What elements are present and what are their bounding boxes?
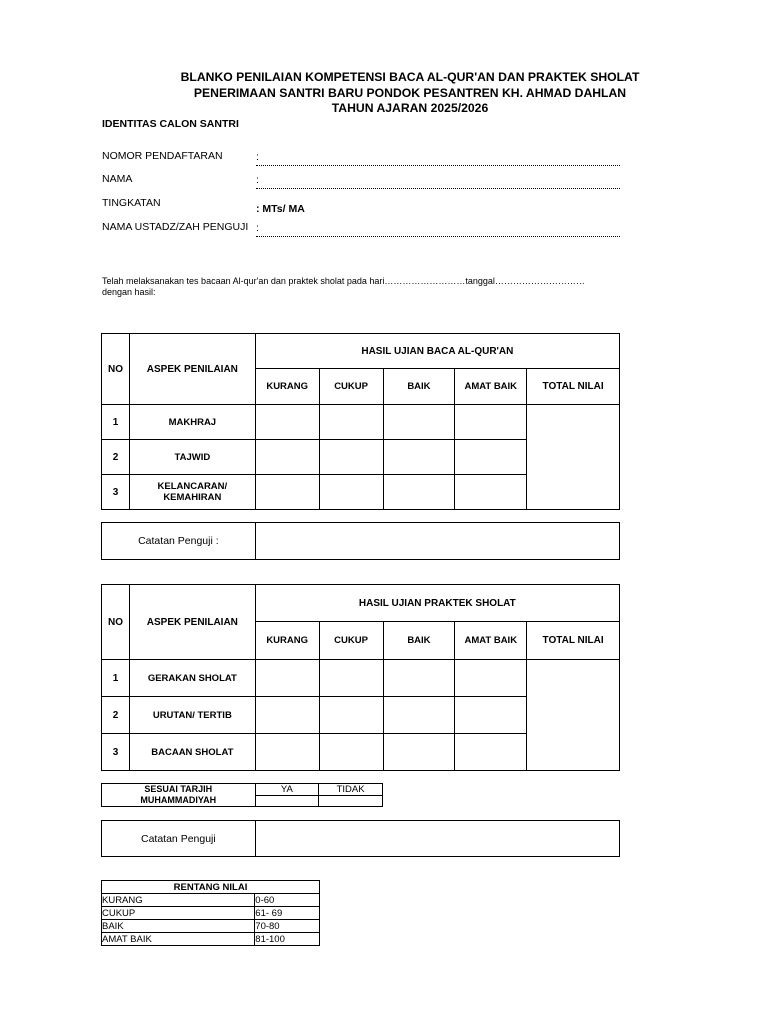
col-aspek: ASPEK PENILAIAN [129, 585, 255, 660]
quran-header: HASIL UJIAN BACA AL-QUR'AN [255, 334, 619, 369]
title-line-3: TAHUN AJARAN 2025/2026 [331, 101, 489, 115]
row-no: 3 [102, 475, 130, 510]
sholat-score-table [101, 584, 620, 771]
score-cell[interactable] [383, 734, 455, 771]
statement-line-2: dengan hasil: [102, 287, 156, 297]
quran-catatan-label: Catatan Penguji : [102, 523, 256, 560]
col-baik: BAIK [383, 622, 455, 660]
score-cell[interactable] [319, 475, 383, 510]
table-row [102, 907, 320, 920]
total-cell[interactable] [527, 405, 620, 510]
col-kurang: KURANG [255, 622, 319, 660]
rentang-label: BAIK [102, 920, 255, 933]
score-cell[interactable] [383, 697, 455, 734]
row-no: 1 [102, 405, 130, 440]
rentang-label: KURANG [102, 894, 255, 907]
tarjih-label-line-1: SESUAI TARJIH [144, 784, 213, 794]
score-cell[interactable] [383, 475, 455, 510]
row-aspek: MAKHRAJ [129, 405, 255, 440]
row-aspek-line-1: KELANCARAN/ [157, 481, 228, 492]
score-cell[interactable] [319, 660, 383, 697]
tarjih-tidak-label: TIDAK [319, 784, 383, 796]
score-cell[interactable] [255, 475, 319, 510]
nama-label: NAMA [102, 173, 133, 185]
form-title [100, 70, 720, 117]
statement-text [102, 276, 622, 298]
score-cell[interactable] [383, 405, 455, 440]
score-cell[interactable] [319, 734, 383, 771]
score-cell[interactable] [319, 405, 383, 440]
row-no: 2 [102, 440, 130, 475]
col-no: NO [102, 334, 130, 405]
sholat-catatan-table [101, 820, 620, 857]
rentang-title: RENTANG NILAI [102, 881, 320, 894]
col-kurang: KURANG [255, 369, 319, 405]
sholat-header: HASIL UJIAN PRAKTEK SHOLAT [255, 585, 619, 622]
table-row [102, 894, 320, 907]
tarjih-ya-field[interactable] [255, 796, 319, 807]
row-no: 2 [102, 697, 130, 734]
row-aspek: TAJWID [129, 440, 255, 475]
score-cell[interactable] [383, 660, 455, 697]
col-baik: BAIK [383, 369, 455, 405]
sholat-catatan-field[interactable] [255, 821, 619, 857]
col-aspek: ASPEK PENILAIAN [129, 334, 255, 405]
rentang-range: 81-100 [255, 933, 320, 946]
quran-score-table [101, 333, 620, 510]
penguji-field[interactable]: : [256, 222, 620, 237]
col-cukup: CUKUP [319, 622, 383, 660]
table-row [102, 405, 620, 440]
nomor-pendaftaran-field[interactable]: : [256, 151, 620, 166]
rentang-range: 0-60 [255, 894, 320, 907]
score-cell[interactable] [455, 697, 527, 734]
col-no: NO [102, 585, 130, 660]
rentang-range: 70-80 [255, 920, 320, 933]
quran-catatan-table [101, 522, 620, 560]
score-cell[interactable] [455, 660, 527, 697]
tarjih-tidak-field[interactable] [319, 796, 383, 807]
col-amat-baik: AMAT BAIK [455, 622, 527, 660]
row-aspek-line-2: KEMAHIRAN [163, 492, 222, 503]
rentang-range: 61- 69 [255, 907, 320, 920]
tarjih-label [102, 784, 256, 807]
tarjih-table [101, 783, 383, 807]
row-aspek: URUTAN/ TERTIB [129, 697, 255, 734]
tarjih-ya-label: YA [255, 784, 319, 796]
nomor-pendaftaran-label: NOMOR PENDAFTARAN [102, 150, 223, 162]
tingkatan-value: : MTs/ MA [256, 203, 305, 215]
col-amat-baik: AMAT BAIK [455, 369, 527, 405]
table-row [102, 660, 620, 697]
score-cell[interactable] [319, 697, 383, 734]
statement-line-1: Telah melaksanakan tes bacaan Al-qur'an dan praktek sholat pada hari………………………tanggal………………………… [102, 276, 585, 286]
score-cell[interactable] [255, 405, 319, 440]
identitas-heading: IDENTITAS CALON SANTRI [102, 118, 239, 130]
score-cell[interactable] [455, 734, 527, 771]
score-cell[interactable] [255, 440, 319, 475]
score-cell[interactable] [255, 697, 319, 734]
score-cell[interactable] [255, 734, 319, 771]
score-cell[interactable] [455, 475, 527, 510]
tarjih-label-line-2: MUHAMMADIYAH [140, 795, 217, 805]
score-cell[interactable] [383, 440, 455, 475]
score-cell[interactable] [255, 660, 319, 697]
col-cukup: CUKUP [319, 369, 383, 405]
score-cell[interactable] [319, 440, 383, 475]
row-aspek: GERAKAN SHOLAT [129, 660, 255, 697]
rentang-label: AMAT BAIK [102, 933, 255, 946]
score-cell[interactable] [455, 405, 527, 440]
tingkatan-label: TINGKATAN [102, 197, 161, 209]
nama-field[interactable]: : [256, 174, 620, 189]
score-cell[interactable] [455, 440, 527, 475]
row-no: 1 [102, 660, 130, 697]
table-row [102, 920, 320, 933]
title-line-2: PENERIMAAN SANTRI BARU PONDOK PESANTREN KH. AHMAD DAHLAN [193, 85, 627, 100]
penguji-label: NAMA USTADZ/ZAH PENGUJI [102, 221, 249, 233]
col-total: TOTAL NILAI [527, 622, 620, 660]
row-aspek: BACAAN SHOLAT [129, 734, 255, 771]
sholat-catatan-label: Catatan Penguji [102, 821, 256, 857]
col-total: TOTAL NILAI [527, 369, 620, 405]
rentang-label: CUKUP [102, 907, 255, 920]
quran-catatan-field[interactable] [255, 523, 619, 560]
title-line-1: BLANKO PENILAIAN KOMPETENSI BACA AL-QUR'AN DAN PRAKTEK SHOLAT [180, 70, 640, 84]
row-aspek [129, 475, 255, 510]
table-row [102, 933, 320, 946]
row-no: 3 [102, 734, 130, 771]
rentang-nilai-table [101, 880, 320, 946]
total-cell[interactable] [527, 660, 620, 771]
